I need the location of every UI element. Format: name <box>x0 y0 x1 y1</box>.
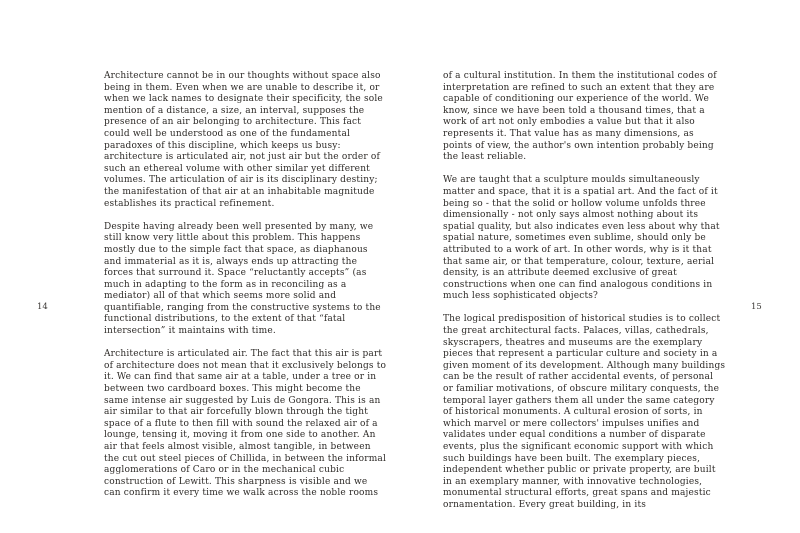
paragraph: The logical predisposition of historical studies is to collect the great architectural facts. Palaces, villas, cathedrals, skyscrapers, theatres and museums are the exemplary pieces that represent a particular culture and society in a given moment of its development. Although many buildings can be the result of rather accidental events, of personal or familiar motivations, of obscure military conquests, the temporal layer gathers them all under the same category of historical monuments. A cultural erosion of sorts, in which marvel or mere collectors' impulses unifies and validates under equal conditions a number of disparate events, plus the significant economic support with which such buildings have been built. The exemplary pieces, independent whether public or private property, are built in an exemplary manner, with innovative technologies, monumental structural efforts, great spans and majestic ornamentation. Every great building, in its <box>443 314 726 510</box>
left-page-text-column <box>104 71 387 500</box>
page-number-right: 15 <box>751 302 762 312</box>
paragraph: Architecture is articulated air. The fact that this air is part of architecture does not mean that it exclusively belongs to it. We can find that same air at a table, under a tree or in between two cardboard boxes. This might become the same intense air suggested by Luis de Gongora. This is an air similar to that air forcefully blown through the tight space of a flute to then fill with sound the relaxed air of a lounge, tensing it, moving it from one side to another. An air that feels almost visible, almost tangible, in between the cut out steel pieces of Chillida, in between the informal agglomerations of Caro or in the mechanical cubic construction of Lewitt. This sharpness is visible and we can confirm it every time we walk across the noble rooms <box>104 349 387 499</box>
paragraph: Architecture cannot be in our thoughts without space also being in them. Even when we are unable to describe it, or when we lack names to designate their specificity, the sole mention of a distance, a size, an interval, supposes the presence of an air belonging to architecture. This fact could well be understood as one of the fundamental paradoxes of this discipline, which keeps us busy: architecture is articulated air, not just air but the order of such an ethereal volume with other similar yet different volumes. The articulation of air is its disciplinary destiny; the manifestation of that air at an inhabitable magnitude establishes its practical refinement. <box>104 71 383 209</box>
page-number-left: 14 <box>37 302 48 312</box>
paragraph: Despite having already been well presented by many, we still know very little about this problem. This happens mostly due to the simple fact that space, as diaphanous and immaterial as it is, always ends up attracting the forces that surround it. Space “reluctantly accepts” (as much in adapting to the form as in reconciling as a mediator) all of that which seems more solid and quantifiable, ranging from the constructive systems to the functional distributions, to the extent of that “fatal intersection” it maintains with time. <box>104 221 381 337</box>
right-page-text-column <box>443 71 726 512</box>
paragraph: We are taught that a sculpture moulds simultaneously matter and space, that it is a spatial art. And the fact of it being so - that the solid or hollow volume unfolds three dimensionally - not only says almost nothing about its spatial quality, but also indicates even less about why that spatial nature, sometimes even sublime, should only be attributed to a work of art. In other words, why is it that that same air, or that temperature, colour, texture, aerial density, is an attribute deemed exclusive of great constructions when one can find analogous conditions in much less sophisticated objects? <box>443 175 720 302</box>
paragraph: of a cultural institution. In them the institutional codes of interpretation are refined to such an extent that they are capable of conditioning our experience of the world. We know, since we have been told a thousand times, that a work of art not only embodies a value but that it also represents it. That value has as many dimensions, as points of view, the author's own intention probably being the least reliable. <box>443 71 717 163</box>
